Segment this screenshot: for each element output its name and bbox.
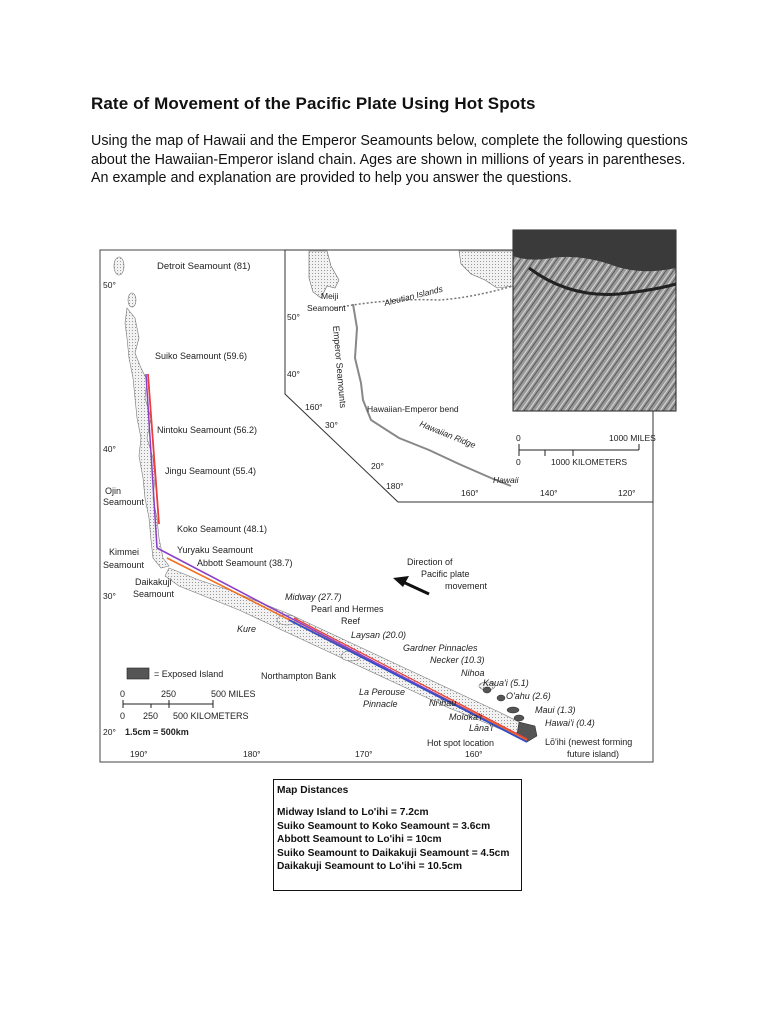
distance-item: Suiko Seamount to Koko Seamount = 3.6cm (277, 820, 491, 832)
label-direction-3: movement (445, 581, 488, 591)
legend-km-0: 0 (120, 711, 126, 721)
label-direction-2: Pacific plate (421, 569, 470, 579)
label-loihi-1: Lō'ihi (newest forming (545, 737, 633, 747)
inset-lon-140: 140° (540, 488, 558, 498)
label-laperouse-1: La Perouse (359, 687, 406, 697)
distance-item: Midway Island to Lo'ihi = 7.2cm (277, 807, 429, 819)
label-maui: Maui (1.3) (535, 705, 576, 715)
inset-lon-160a: 160° (305, 402, 323, 412)
legend-exposed-label: = Exposed Island (154, 669, 224, 679)
label-nihoa: Nihoa (461, 668, 485, 678)
inset-label-bend: Hawaiian-Emperor bend (367, 404, 459, 414)
label-suiko: Suiko Seamount (59.6) (155, 351, 248, 361)
label-detroit: Detroit Seamount (81) (157, 261, 251, 272)
label-ojin-2: Seamount (103, 497, 145, 507)
lon-170: 170° (355, 749, 373, 759)
label-lanai: Lāna'i (469, 723, 493, 733)
legend-km-250: 250 (143, 711, 159, 721)
label-yuryaku: Yuryaku Seamount (177, 545, 254, 555)
inset-lon-160b: 160° (461, 488, 479, 498)
inset-lon-120: 120° (618, 488, 636, 498)
lon-160: 160° (465, 749, 483, 759)
label-molokai: Moloka'i (449, 712, 482, 722)
legend-miles-500: 500 MILES (211, 689, 256, 699)
label-hotspot: Hot spot location (427, 738, 495, 748)
legend-scale-ratio: 1.5cm = 500km (125, 727, 189, 737)
lat-50: 50° (103, 280, 116, 290)
label-kimmei-1: Kimmei (109, 547, 140, 557)
label-pearl-1: Pearl and Hermes (311, 604, 384, 614)
label-laperouse-2: Pinnacle (363, 699, 398, 709)
label-koko: Koko Seamount (48.1) (177, 524, 268, 534)
label-daikakuji-1: Daikakuji (135, 577, 172, 587)
label-jingu: Jingu Seamount (55.4) (165, 466, 257, 476)
inset-scale-km-0: 0 (516, 457, 521, 467)
label-pearl-2: Reef (341, 616, 361, 626)
label-daikakuji-2: Seamount (133, 589, 175, 599)
inset-scale-km-1000: 1000 KILOMETERS (551, 457, 628, 467)
lon-190: 190° (130, 749, 148, 759)
label-kauai: Kaua'i (5.1) (483, 678, 529, 688)
label-kimmei-2: Seamount (103, 560, 145, 570)
inset-label-aleutian: Aleutian Islands (383, 283, 444, 308)
inset-scale-miles-1000: 1000 MILES (609, 433, 656, 443)
label-oahu: O'ahu (2.6) (506, 691, 551, 701)
map-distances-box (273, 779, 522, 891)
inset-lat-50: 50° (287, 312, 300, 322)
lat-40: 40° (103, 444, 116, 454)
inset-label-hawaii: Hawaii (493, 475, 519, 485)
distances-gap (277, 797, 521, 806)
legend-miles-0: 0 (120, 689, 126, 699)
inset-label-meiji-1: Meiji (321, 291, 339, 301)
distances-heading: Map Distances (277, 785, 349, 796)
legend-km-500: 500 KILOMETERS (173, 711, 249, 721)
lat-30: 30° (103, 591, 116, 601)
distance-item: Suiko Seamount to Daikakuji Seamount = 4.5cm (277, 847, 510, 859)
distance-item: Abbott Seamount to Lo'ihi = 10cm (277, 834, 442, 846)
inset-scale-miles-0: 0 (516, 433, 521, 443)
label-kure: Kure (237, 624, 257, 634)
label-abbott: Abbott Seamount (38.7) (197, 558, 293, 568)
inset-lat-20: 20° (371, 461, 384, 471)
label-gardner: Gardner Pinnacles (403, 643, 478, 653)
label-northampton: Northampton Bank (261, 671, 337, 681)
label-laysan: Laysan (20.0) (351, 630, 407, 640)
label-nintoku: Nintoku Seamount (56.2) (157, 425, 258, 435)
hawaiian-emperor-map (99, 228, 677, 764)
label-midway: Midway (27.7) (285, 592, 342, 602)
exposed-island-swatch (127, 668, 149, 679)
intro-paragraph: Using the map of Hawaii and the Emperor Seamounts below, complete the following questions about the Hawaiian-Emperor island chain. Ages are shown in millions of years in parentheses. An example and explanation are provided to help you answer the questions. (91, 133, 688, 186)
inset-label-ridge: Hawaiian Ridge (418, 418, 478, 451)
distance-item: Daikakuji Seamount to Lo'ihi = 10.5cm (277, 861, 463, 873)
inset-label-meiji-2: Seamount (307, 303, 346, 313)
lon-180: 180° (243, 749, 261, 759)
label-direction-1: Direction of (407, 557, 453, 567)
inset-label-emperor: Emperor Seamounts (331, 325, 349, 409)
label-necker: Necker (10.3) (430, 655, 485, 665)
legend-miles-250: 250 (161, 689, 177, 699)
page-title: Rate of Movement of the Pacific Plate Using Hot Spots (91, 94, 536, 113)
label-loihi-2: future island) (567, 749, 620, 759)
label-hawaii: Hawai'i (0.4) (545, 718, 595, 728)
label-niihau: Ni'ihau (429, 698, 457, 708)
inset-lat-30: 30° (325, 420, 338, 430)
inset-lon-180: 180° (386, 481, 404, 491)
label-ojin-1: Ojin (105, 486, 122, 496)
inset-lat-40: 40° (287, 369, 300, 379)
lat-20: 20° (103, 727, 116, 737)
